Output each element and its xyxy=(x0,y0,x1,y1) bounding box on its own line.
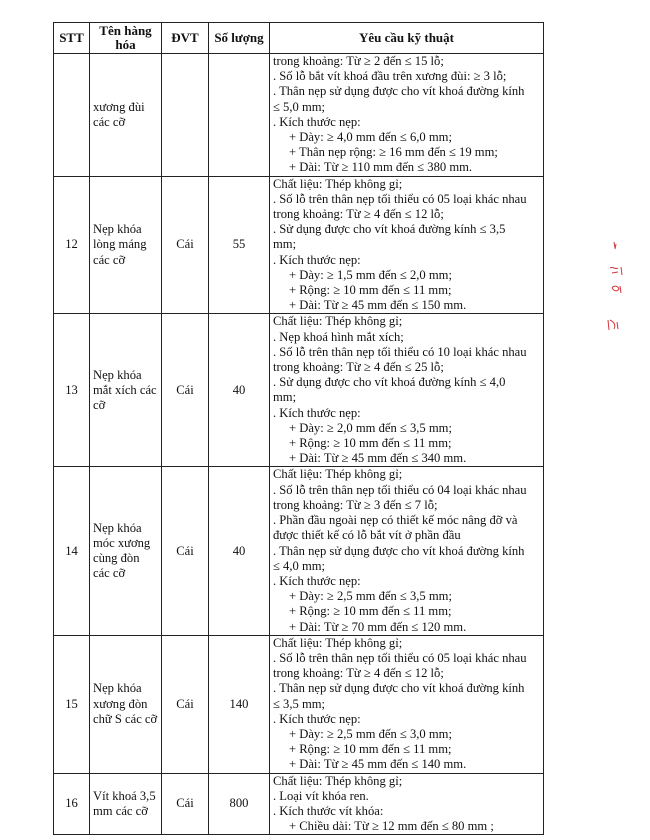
requirement-line: trong khoảng: Từ ≥ 4 đến ≤ 12 lỗ; xyxy=(273,666,444,681)
requirement-line: . Kích thước nẹp: xyxy=(273,252,361,267)
requirement-line: . Số lỗ trên thân nẹp tối thiểu có 05 loại khác nhau xyxy=(273,650,527,665)
cell-qty: 40 xyxy=(209,314,270,467)
table-row xyxy=(54,467,544,635)
table-row xyxy=(54,773,544,835)
requirement-line: + Dài: Từ ≥ 45 mm đến ≤ 150 mm. xyxy=(289,298,467,313)
requirement-line: + Rộng: ≥ 10 mm đến ≤ 11 mm; xyxy=(289,436,452,451)
cell-qty: 55 xyxy=(209,176,270,314)
cell-requirements xyxy=(270,54,544,177)
requirement-line: . Thân nẹp sử dụng được cho vít khoá đường kính xyxy=(273,84,525,99)
requirement-line: Chất liệu: Thép không gỉ; xyxy=(273,773,403,788)
requirement-line: . Số lỗ trên thân nẹp tối thiểu có 10 loại khác nhau xyxy=(273,344,527,359)
table-row xyxy=(54,635,544,773)
requirement-line: . Kích thước nẹp: xyxy=(273,711,361,726)
cell-name: Nẹp khóa lòng máng các cỡ xyxy=(90,176,162,314)
cell-unit: Cái xyxy=(162,314,209,467)
cell-qty: 140 xyxy=(209,635,270,773)
cell-qty: 800 xyxy=(209,773,270,835)
requirement-line: Chất liệu: Thép không gỉ; xyxy=(273,635,403,650)
requirement-line: + Dài: Từ ≥ 45 mm đến ≤ 140 mm. xyxy=(289,757,467,772)
requirement-line: + Dày: ≥ 2,5 mm đến ≤ 3,0 mm; xyxy=(289,726,452,741)
requirement-line: trong khoảng: Từ ≥ 3 đến ≤ 7 lỗ; xyxy=(273,497,438,512)
cell-requirements xyxy=(270,314,544,467)
cell-qty: 40 xyxy=(209,467,270,635)
requirement-line: được thiết kế có lỗ bắt vít ở phần đầu xyxy=(273,528,461,543)
requirement-line: + Dày: ≥ 2,0 mm đến ≤ 3,5 mm; xyxy=(289,420,452,435)
requirement-line: + Thân nẹp rộng: ≥ 16 mm đến ≤ 19 mm; xyxy=(289,145,498,160)
cell-stt: 12 xyxy=(54,176,90,314)
technical-spec-table xyxy=(53,22,544,835)
cell-requirements xyxy=(270,467,544,635)
header-unit: ĐVT xyxy=(162,23,209,54)
requirement-line: . Nẹp khoá hình mắt xích; xyxy=(273,329,404,344)
requirement-line: + Dài: Từ ≥ 110 mm đến ≤ 380 mm. xyxy=(289,160,473,175)
requirement-line: . Sử dụng được cho vít khoá đường kính ≤ 3,5 xyxy=(273,222,506,237)
cell-stt: 14 xyxy=(54,467,90,635)
requirement-line: + Rộng: ≥ 10 mm đến ≤ 11 mm; xyxy=(289,742,452,757)
requirement-line: . Số lỗ trên thân nẹp tối thiểu có 05 loại khác nhau xyxy=(273,191,527,206)
cell-name: Nẹp khóa móc xương cùng đòn các cỡ xyxy=(90,467,162,635)
requirement-line: . Thân nẹp sử dụng được cho vít khoá đường kính xyxy=(273,681,525,696)
requirement-line: + Dày: ≥ 2,5 mm đến ≤ 3,5 mm; xyxy=(289,589,452,604)
requirement-line: . Số lỗ bắt vít khoá đầu trên xương đùi: ≥ 3 lỗ; xyxy=(273,69,507,84)
table-row-continuation xyxy=(54,54,544,177)
cell-name: xương đùi các cỡ xyxy=(90,54,162,177)
header-qty: Số lượng xyxy=(209,23,270,54)
requirement-line: ≤ 5,0 mm; xyxy=(273,99,326,114)
cell-requirements xyxy=(270,635,544,773)
header-name: Tên hàng hóa xyxy=(90,23,162,54)
requirement-line: + Rộng: ≥ 10 mm đến ≤ 11 mm; xyxy=(289,283,452,298)
table-row xyxy=(54,314,544,467)
cell-name: Vít khoá 3,5 mm các cỡ xyxy=(90,773,162,835)
requirement-line: Chất liệu: Thép không gỉ; xyxy=(273,314,403,329)
requirement-line: trong khoảng: Từ ≥ 4 đến ≤ 12 lỗ; xyxy=(273,207,444,222)
requirement-line: ≤ 3,5 mm; xyxy=(273,696,326,711)
header-requirements: Yêu cầu kỹ thuật xyxy=(270,23,544,54)
cell-unit: Cái xyxy=(162,176,209,314)
requirement-line: . Kích thước nẹp: xyxy=(273,405,361,420)
requirement-line: + Dài: Từ ≥ 70 mm đến ≤ 120 mm. xyxy=(289,619,467,634)
requirement-line: mm; xyxy=(273,237,297,252)
cell-unit xyxy=(162,54,209,177)
header-row xyxy=(54,23,544,54)
table-row xyxy=(54,176,544,314)
cell-name: Nẹp khóa xương đòn chữ S các cỡ xyxy=(90,635,162,773)
cell-qty xyxy=(209,54,270,177)
requirement-line: Chất liệu: Thép không gỉ; xyxy=(273,176,403,191)
cell-name: Nẹp khóa mắt xích các cỡ xyxy=(90,314,162,467)
cell-stt: 15 xyxy=(54,635,90,773)
requirement-line: . Loại vít khóa ren. xyxy=(273,788,369,803)
requirement-line: + Chiều dài: Từ ≥ 12 mm đến ≤ 80 mm ; xyxy=(289,819,494,834)
requirement-line: . Sử dụng được cho vít khoá đường kính ≤ 4,0 xyxy=(273,375,506,390)
cell-requirements xyxy=(270,176,544,314)
requirement-line: . Thân nẹp sử dụng được cho vít khoá đường kính xyxy=(273,543,525,558)
requirement-line: trong khoảng: Từ ≥ 4 đến ≤ 25 lỗ; xyxy=(273,360,444,375)
requirement-line: . Kích thước vít khóa: xyxy=(273,803,384,818)
requirement-line: + Dày: ≥ 1,5 mm đến ≤ 2,0 mm; xyxy=(289,267,452,282)
cell-stt: 16 xyxy=(54,773,90,835)
requirement-line: ≤ 4,0 mm; xyxy=(273,558,326,573)
cell-unit: Cái xyxy=(162,773,209,835)
header-stt: STT xyxy=(54,23,90,54)
requirement-line: . Kích thước nẹp: xyxy=(273,114,361,129)
margin-handwriting-mark xyxy=(596,240,632,340)
requirement-line: mm; xyxy=(273,390,297,405)
requirement-line: . Phần đầu ngoài nẹp có thiết kế móc nâng đỡ và xyxy=(273,513,518,528)
requirement-line: + Dài: Từ ≥ 45 mm đến ≤ 340 mm. xyxy=(289,451,467,466)
cell-stt xyxy=(54,54,90,177)
requirement-line: . Kích thước nẹp: xyxy=(273,573,361,588)
requirement-line: . Số lỗ trên thân nẹp tối thiểu có 04 loại khác nhau xyxy=(273,482,527,497)
requirement-line: + Rộng: ≥ 10 mm đến ≤ 11 mm; xyxy=(289,604,452,619)
requirement-line: trong khoảng: Từ ≥ 2 đến ≤ 15 lỗ; xyxy=(273,54,444,68)
cell-unit: Cái xyxy=(162,635,209,773)
cell-unit: Cái xyxy=(162,467,209,635)
cell-requirements xyxy=(270,773,544,835)
requirement-line: Chất liệu: Thép không gỉ; xyxy=(273,467,403,482)
requirement-line: + Dày: ≥ 4,0 mm đến ≤ 6,0 mm; xyxy=(289,130,452,145)
cell-stt: 13 xyxy=(54,314,90,467)
